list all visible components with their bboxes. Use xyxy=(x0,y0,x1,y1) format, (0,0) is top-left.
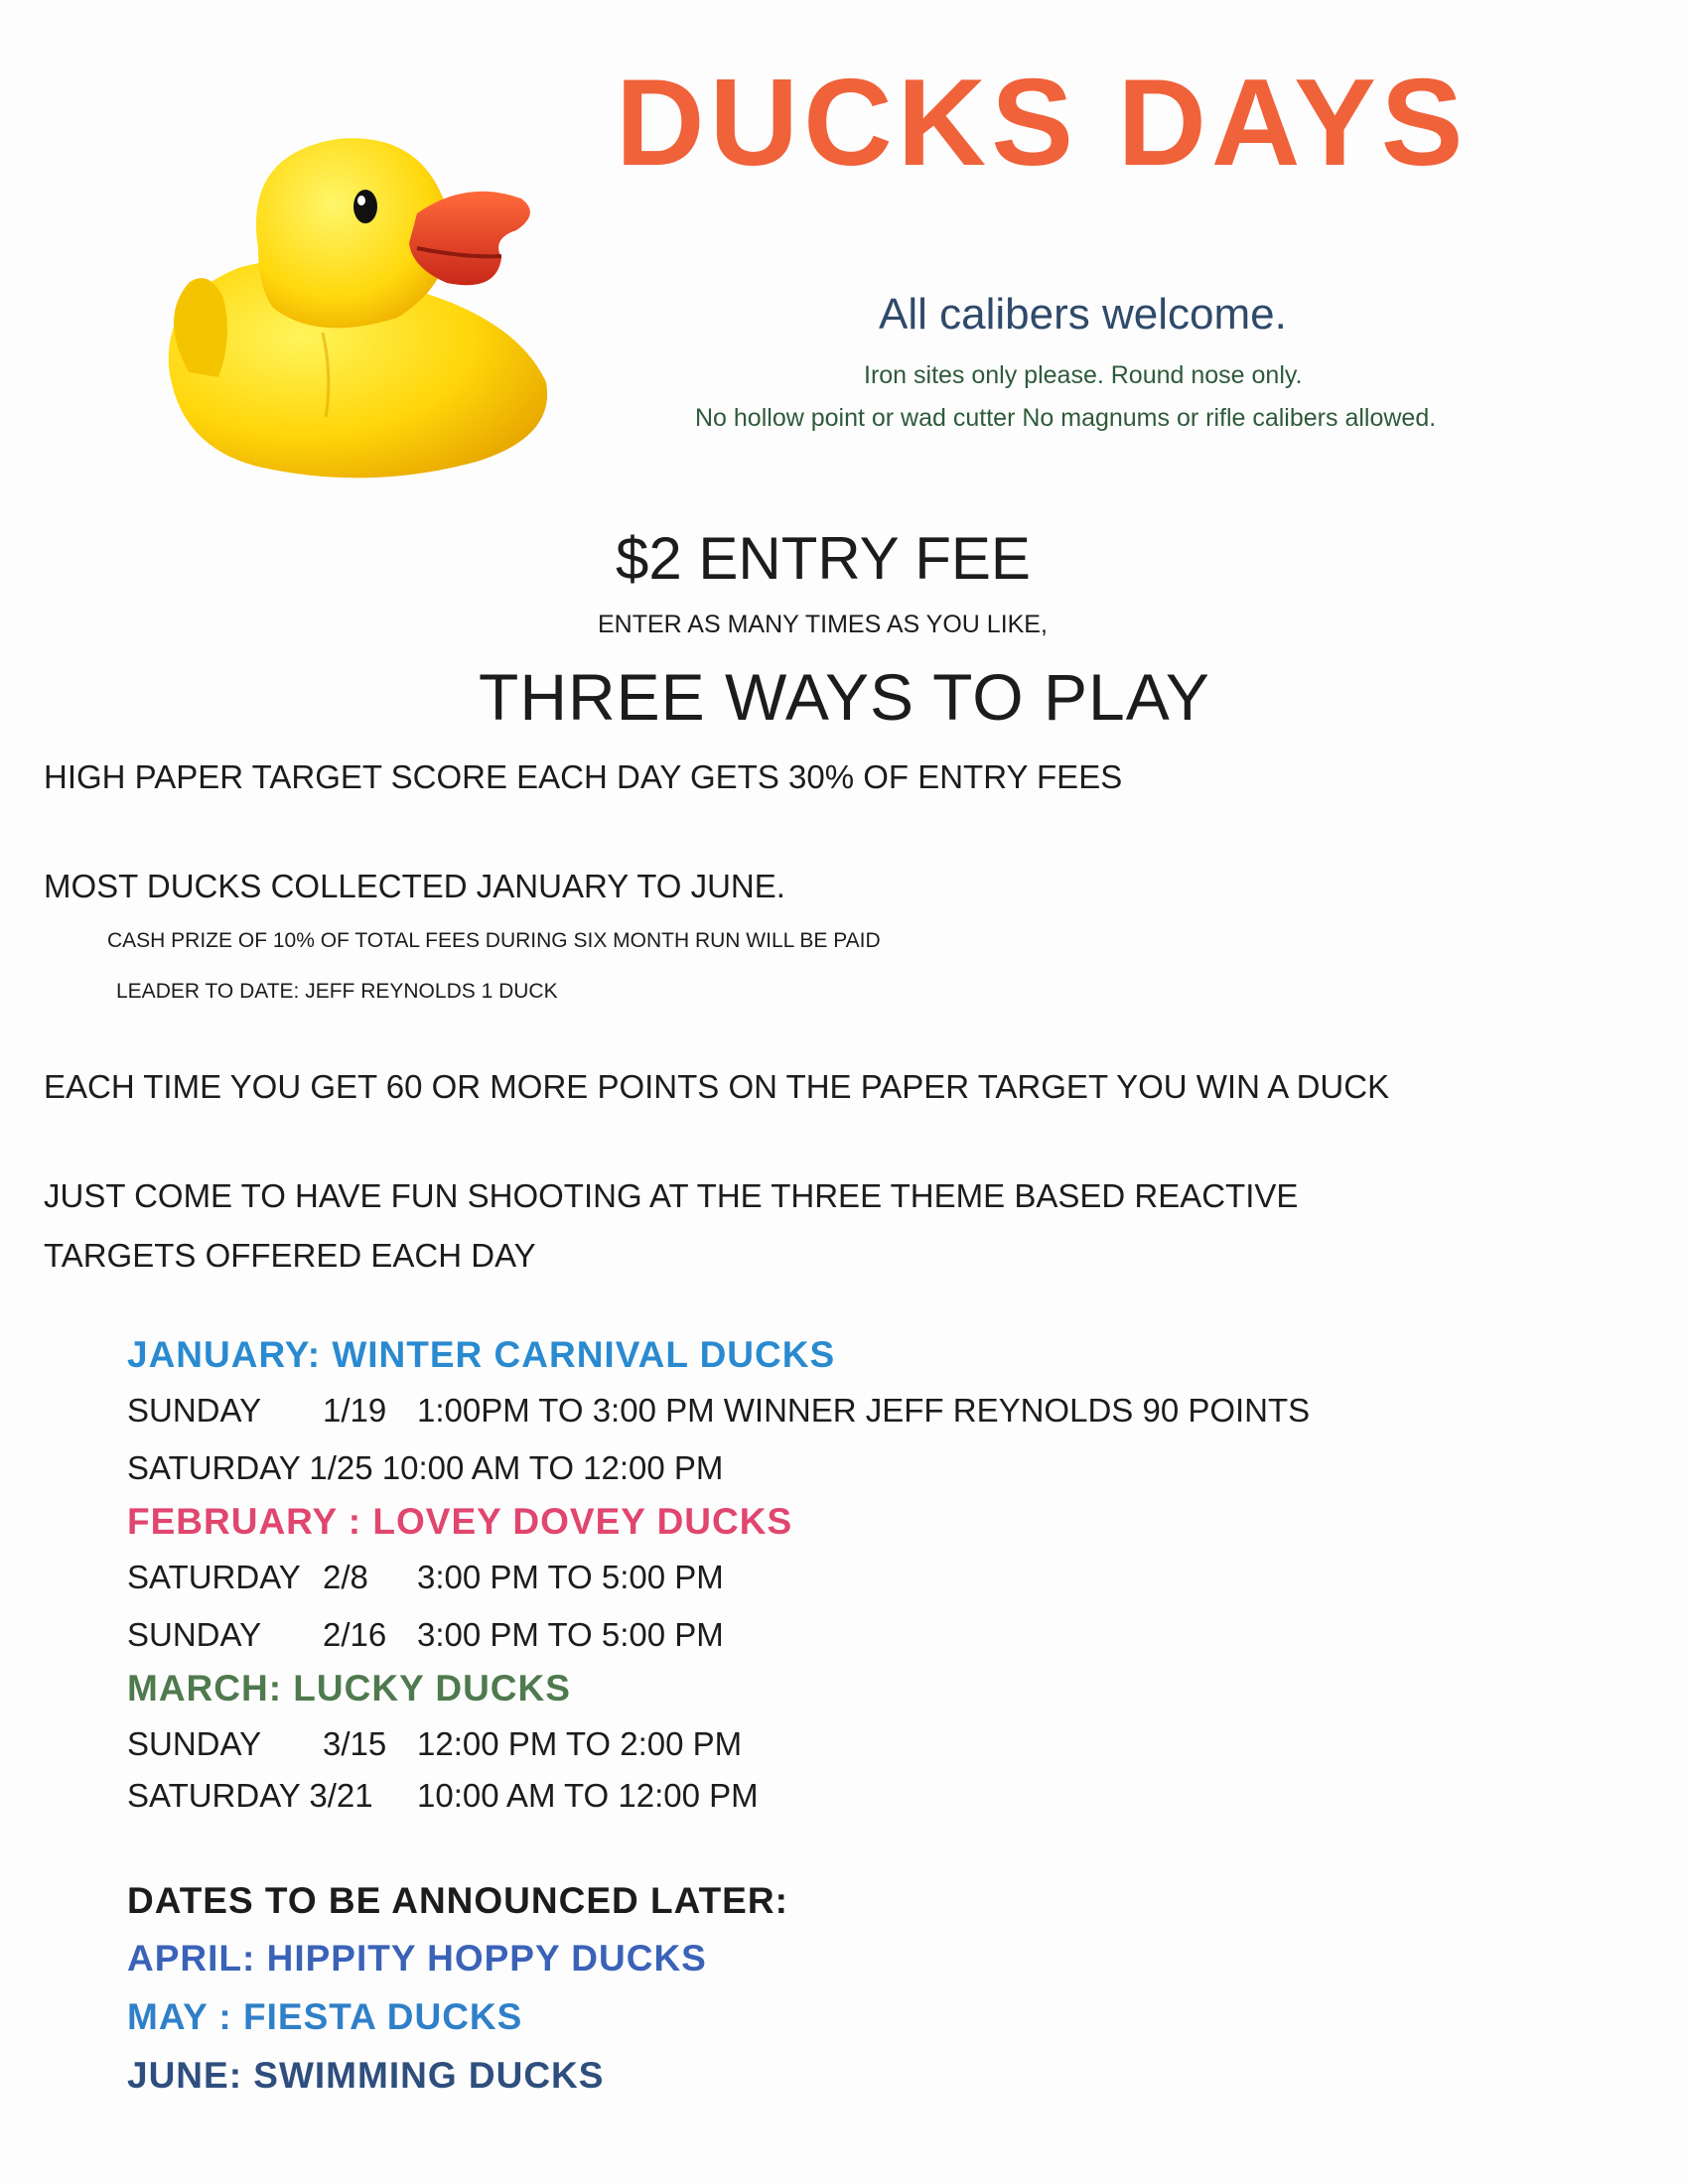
enter-note: ENTER AS MANY TIMES AS YOU LIKE, xyxy=(598,611,1048,638)
leader-text: LEADER TO DATE: JEFF REYNOLDS 1 DUCK xyxy=(116,980,558,1003)
high-score-text: HIGH PAPER TARGET SCORE EACH DAY GETS 30% OF ENTRY FEES xyxy=(44,758,1123,795)
rule-line-2: No hollow point or wad cutter No magnums or rifle calibers allowed. xyxy=(695,404,1437,432)
schedule-time: 3:00 PM TO 5:00 PM xyxy=(417,1559,724,1595)
page-title: DUCKS DAYS xyxy=(616,55,1469,192)
schedule-date: 2/8 xyxy=(323,1559,368,1595)
schedule-row: SATURDAY 1/25 10:00 AM TO 12:00 PM xyxy=(127,1449,724,1486)
fun-text-line-1: JUST COME TO HAVE FUN SHOOTING AT THE THREE THEME BASED REACTIVE xyxy=(44,1177,1299,1214)
schedule-day: SUNDAY xyxy=(127,1392,262,1429)
rule-line-1: Iron sites only please. Round nose only. xyxy=(864,361,1303,389)
schedule-time: 10:00 AM TO 12:00 PM xyxy=(417,1777,759,1814)
schedule-time: 1:00PM TO 3:00 PM WINNER JEFF REYNOLDS 90 POINTS xyxy=(417,1392,1311,1429)
schedule-time: 12:00 PM TO 2:00 PM xyxy=(417,1725,743,1762)
three-ways-heading: THREE WAYS TO PLAY xyxy=(479,660,1210,734)
schedule-date: 2/16 xyxy=(323,1616,387,1653)
tba-heading: DATES TO BE ANNOUNCED LATER: xyxy=(127,1880,788,1921)
june-heading: JUNE: SWIMMING DUCKS xyxy=(127,2055,605,2096)
fun-text-line-2: TARGETS OFFERED EACH DAY xyxy=(44,1237,536,1274)
schedule-day: SUNDAY xyxy=(127,1616,262,1653)
schedule-day: SATURDAY xyxy=(127,1559,301,1595)
schedule-day: SUNDAY xyxy=(127,1725,262,1762)
win-duck-text: EACH TIME YOU GET 60 OR MORE POINTS ON THE PAPER TARGET YOU WIN A DUCK xyxy=(44,1068,1390,1105)
schedule-time: 3:00 PM TO 5:00 PM xyxy=(417,1616,724,1653)
entry-fee-heading: $2 ENTRY FEE xyxy=(616,525,1031,592)
schedule-day: SATURDAY 3/21 xyxy=(127,1777,373,1814)
february-heading: FEBRUARY : LOVEY DOVEY DUCKS xyxy=(127,1501,793,1542)
april-heading: APRIL: HIPPITY HOPPY DUCKS xyxy=(127,1938,707,1979)
schedule-date: 1/19 xyxy=(323,1392,387,1429)
schedule-date: 3/15 xyxy=(323,1725,387,1762)
most-ducks-text: MOST DUCKS COLLECTED JANUARY TO JUNE. xyxy=(44,868,785,904)
cash-prize-text: CASH PRIZE OF 10% OF TOTAL FEES DURING SIX MONTH RUN WILL BE PAID xyxy=(107,929,881,952)
january-heading: JANUARY: WINTER CARNIVAL DUCKS xyxy=(127,1334,836,1375)
welcome-text: All calibers welcome. xyxy=(879,290,1287,339)
march-heading: MARCH: LUCKY DUCKS xyxy=(127,1668,571,1708)
rubber-duck-image xyxy=(149,119,566,496)
may-heading: MAY : FIESTA DUCKS xyxy=(127,1996,523,2037)
